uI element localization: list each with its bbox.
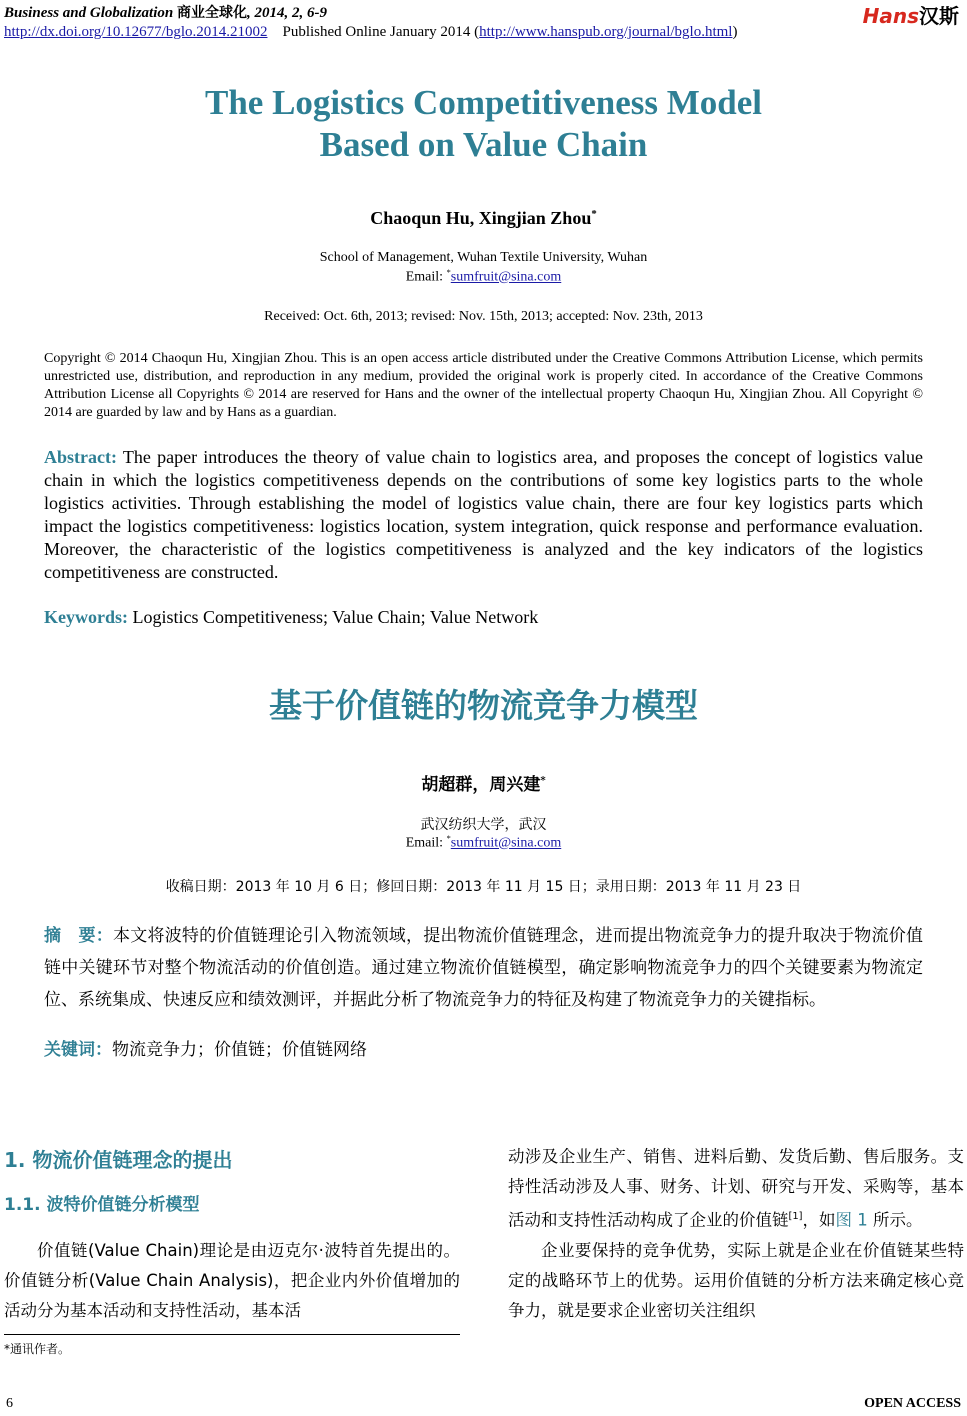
journal-header (4, 2, 327, 22)
page-number: 6 (6, 1396, 13, 1411)
right-column (508, 1142, 964, 1326)
journal-volume: , 2014, 2, 6-9 (246, 5, 327, 21)
authors: Chaoqun Hu, Xingjian Zhou* (370, 208, 597, 228)
doi-line (4, 24, 737, 41)
cn-affiliation: 武汉纺织大学，武汉 (420, 817, 547, 833)
right-p1-text-c: 所示。 (867, 1210, 923, 1230)
right-paragraph-1 (508, 1142, 964, 1236)
section-1-1-heading: 1.1. 波特价值链分析模型 (4, 1195, 200, 1215)
hans-logo (863, 0, 959, 29)
right-paragraph-2: 企业要保持的竞争优势，实际上就是企业在价值链某些特定的战略环节上的优势。运用价值链的分析方法来确定核心竞争力，就是要求企业密切关注组织 (508, 1240, 964, 1320)
cn-email-label: Email: (405, 835, 447, 851)
received-dates: Received: Oct. 6th, 2013; revised: Nov. 15th, 2013; accepted: Nov. 23th, 2013 (264, 309, 703, 324)
paren-close: ) (732, 24, 738, 40)
author-names: Chaoqun Hu, Xingjian Zhou (370, 208, 592, 228)
footnote: *通讯作者。 (4, 1342, 71, 1356)
email-label: Email: (405, 269, 447, 285)
open-access-label: OPEN ACCESS (864, 1396, 961, 1411)
affiliation: School of Management, Wuhan Textile University, Wuhan (319, 250, 648, 265)
section-1-heading: 1. 物流价值链理念的提出 (4, 1148, 233, 1172)
keywords-text: Logistics Competitiveness; Value Chain; Value Network (132, 607, 539, 627)
figure-ref-link[interactable]: 图 1 (835, 1210, 868, 1230)
paper-title (0, 82, 967, 166)
title-line-2: Based on Value Chain (319, 125, 648, 164)
cn-received-dates: 收稿日期：2013 年 10 月 6 日；修回日期：2013 年 11 月 15 日；录用日期：2013 年 11 月 23 日 (165, 879, 802, 895)
abstract (44, 446, 923, 629)
cn-abstract-label: 摘 要： (44, 926, 113, 946)
cn-abstract (44, 920, 923, 1066)
keywords-label: Keywords: (44, 607, 128, 627)
journal-name: Business and Globalization (4, 5, 174, 21)
title-line-1: The Logistics Competitiveness Model (204, 83, 763, 122)
journal-name-cn: 商业全球化 (176, 5, 247, 21)
cn-title: 基于价值链的物流竞争力模型 (269, 686, 698, 725)
cn-abstract-text: 本文将波特的价值链理论引入物流领域，提出物流价值链理念，进而提出物流竞争力的提升取决于物流价值链中关键环节对整个物流活动的价值创造。通过建立物流价值链模型，确定影响物流竞争力的四个关键要素为物流定位、系统集成、快速反应和绩效测评，并据此分析了物流竞争力的特征及构建了物流竞争力的关键指标。 (44, 926, 924, 1010)
published-text: Published Online January 2014 ( (282, 24, 480, 40)
left-column-paragraph: 价值链(Value Chain)理论是由迈克尔·波特首先提出的。价值链分析(Value Chain Analysis)，把企业内外价值增加的活动分为基本活动和支持性活动，基本活 (4, 1241, 460, 1320)
keywords (44, 606, 923, 629)
doi-link[interactable]: http://dx.doi.org/10.12677/bglo.2014.21002 (4, 24, 268, 40)
right-p1-text: 动涉及企业生产、销售、进料后勤、发货后勤、售后服务。支持性活动涉及人事、财务、计划、研究与开发、采购等，基本活动和支持性活动构成了企业的价值链 (508, 1147, 964, 1230)
cn-keywords (44, 1034, 923, 1066)
cn-author-names: 胡超群，周兴建 (421, 775, 541, 795)
journal-url-link[interactable]: http://www.hanspub.org/journal/bglo.html (479, 24, 733, 40)
abstract-label: Abstract: (44, 447, 117, 467)
cn-keywords-label: 关键词： (44, 1040, 112, 1060)
logo-en: Hans (862, 4, 919, 28)
cn-email-link[interactable]: sumfruit@sina.com (450, 835, 562, 851)
email-line: Email: *sumfruit@sina.com (405, 268, 562, 285)
logo-cn: 汉斯 (919, 4, 959, 28)
cn-authors: 胡超群，周兴建* (421, 774, 546, 795)
cn-email-line: Email: *sumfruit@sina.com (405, 834, 562, 851)
abstract-text: The paper introduces the theory of value chain to logistics area, and proposes the concept of logistics value chain in which the logistics competitiveness depends on the contributions of some key logistics parts to the whole logistics activities. Through establishing the model of logistics value chain, there are four key logistics parts which impact the logistics competitiveness: logistics location, system integration, quick response and performance evaluation. Moreover, the characteristic of the logistics competitiveness is analyzed and the key indicators of the logistics competitiveness are constructed. (44, 447, 923, 582)
citation-ref[interactable]: [1] (788, 1211, 803, 1222)
email-link[interactable]: sumfruit@sina.com (450, 269, 562, 285)
copyright-notice: Copyright © 2014 Chaoqun Hu, Xingjian Zhou. This is an open access article distributed under the Creative Commons Attribution License, which permits unrestricted use, distribution, and reproduction in any medium, provided the original work is properly cited. In accordance of the Creative Commons Attribution License all Copyrights © 2014 are reserved for Hans and the owner of the intellectual property Chaoqun Hu, Xingjian Zhou. All Copyright © 2014 are guarded by law and by Hans as a guardian. (44, 351, 923, 420)
footnote-divider (4, 1334, 460, 1335)
cn-keywords-text: 物流竞争力；价值链；价值链网络 (112, 1040, 367, 1060)
right-p1-text-b: ，如 (802, 1210, 836, 1230)
